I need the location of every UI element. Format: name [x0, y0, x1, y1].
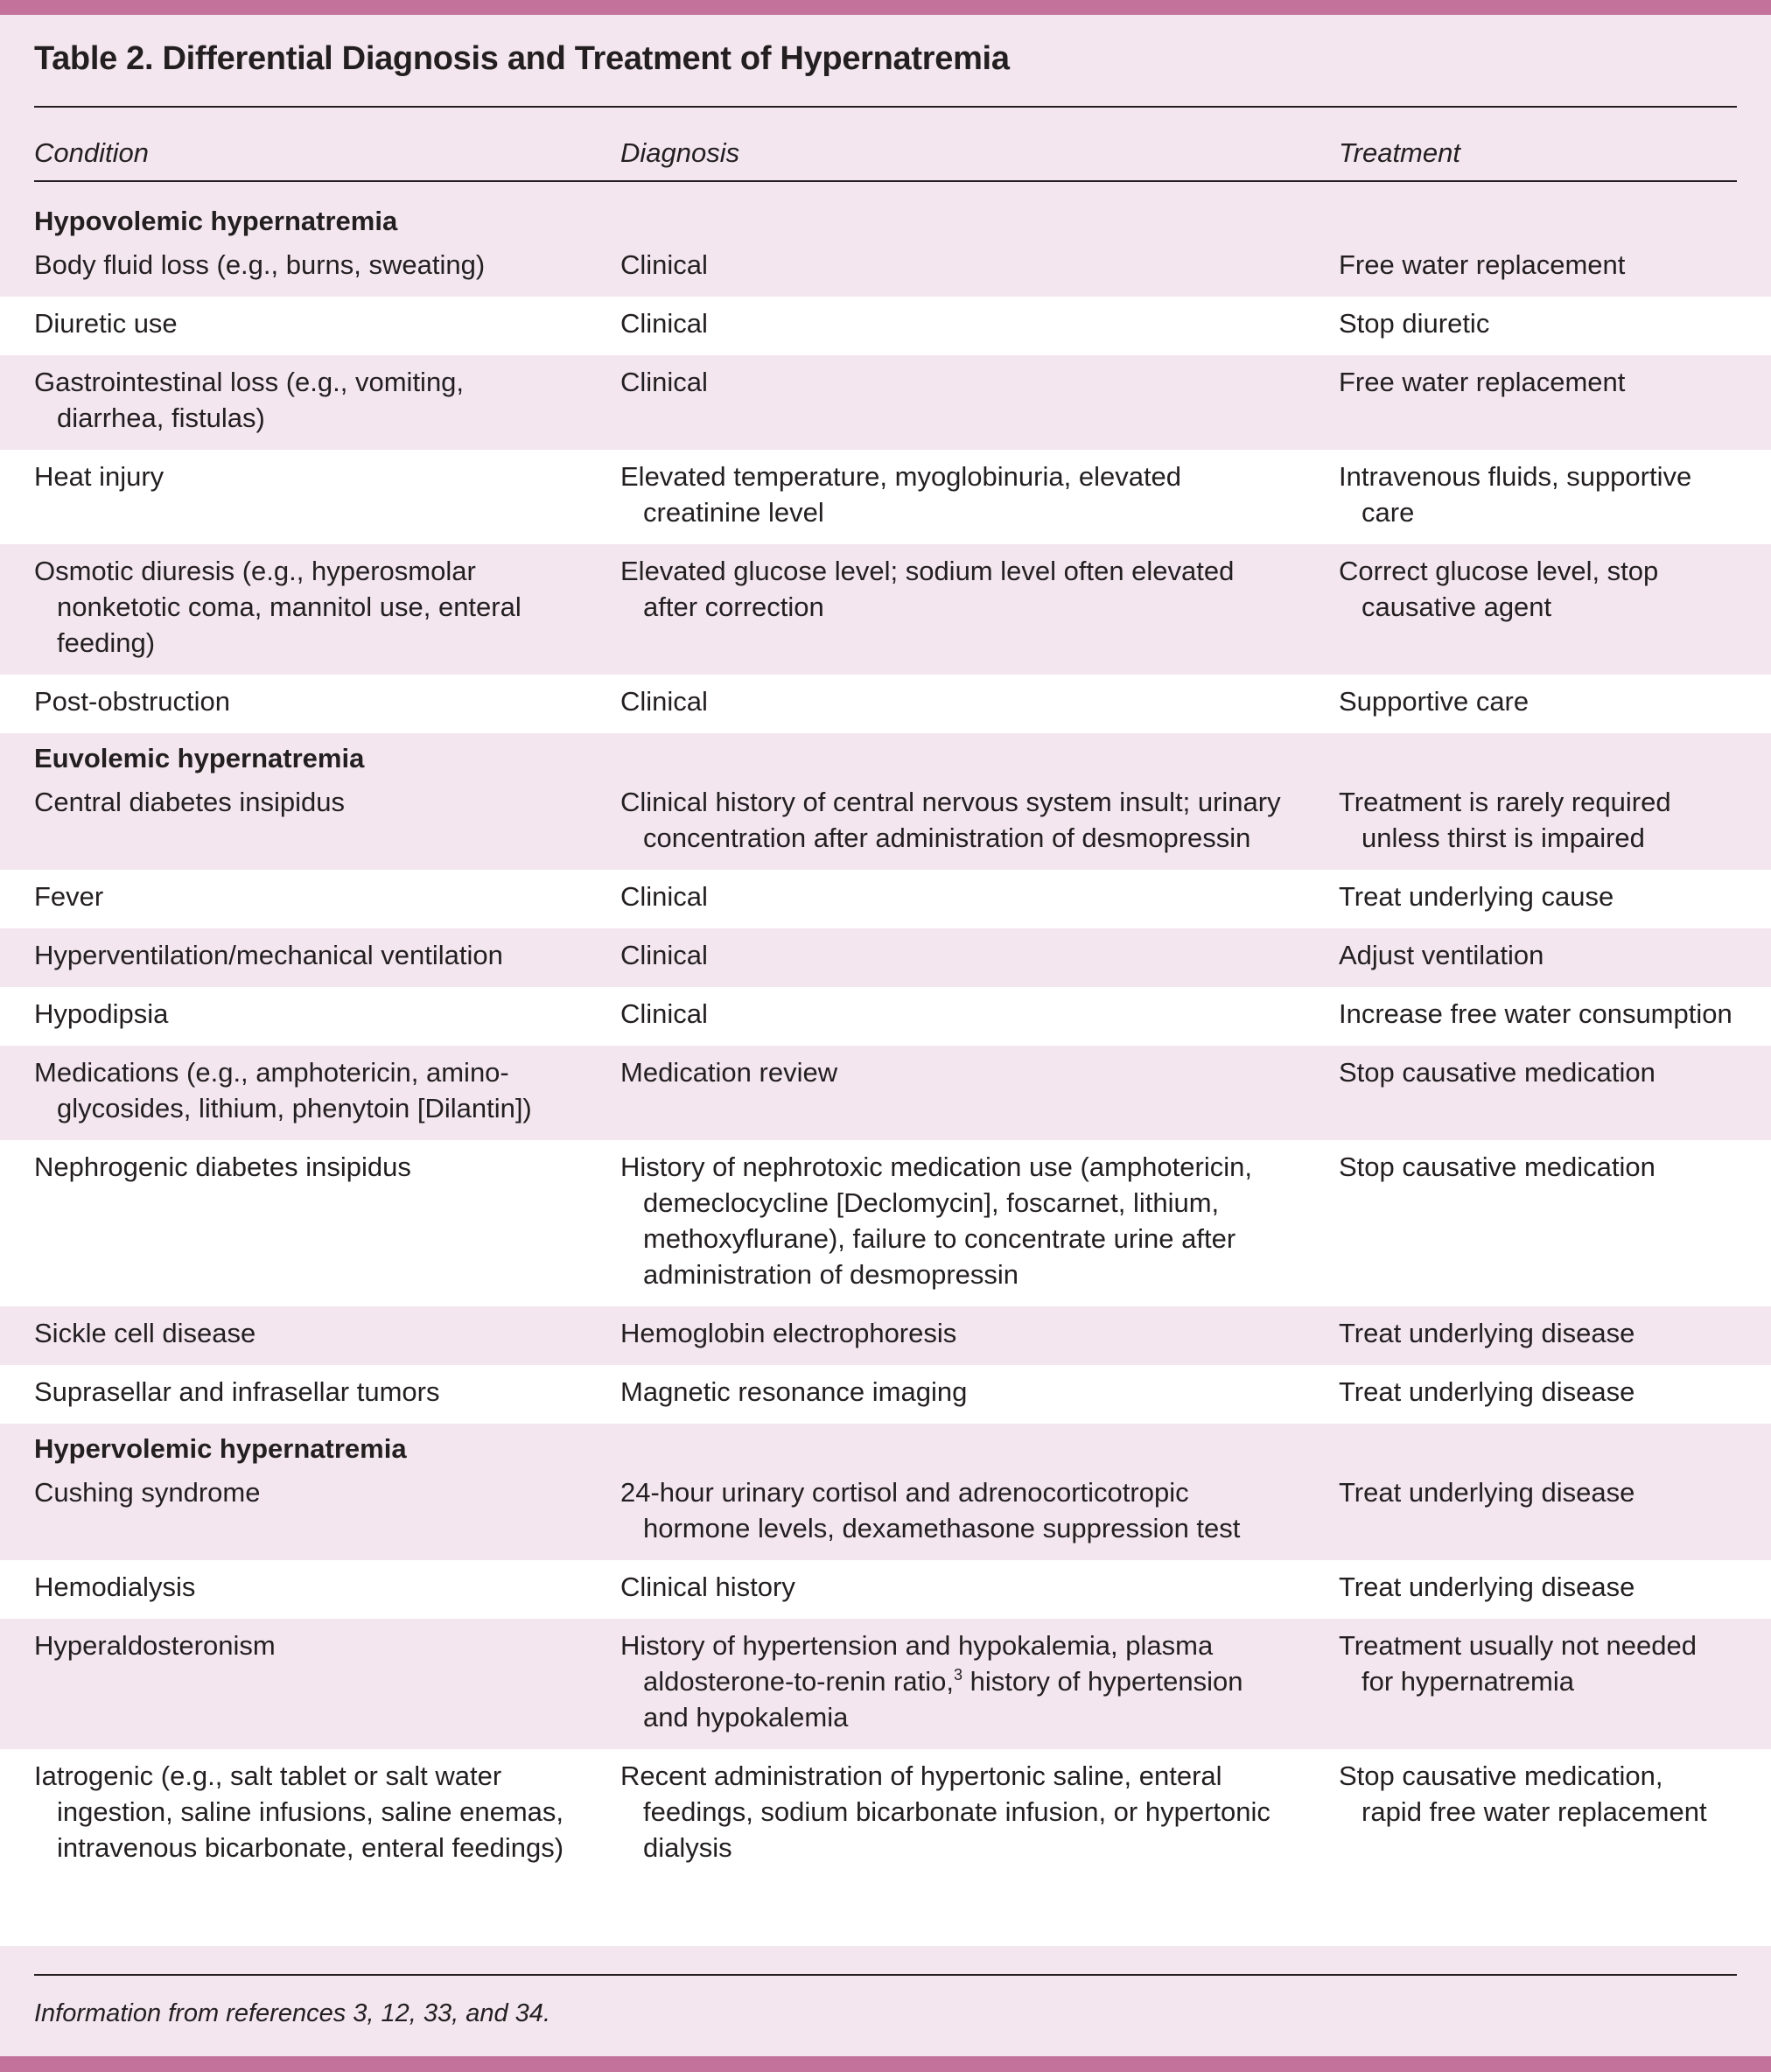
- cell-line: History of nephrotoxic medication use (amphotericin,: [620, 1152, 1252, 1182]
- cell-line: ingestion, saline infusions, saline enemas,: [57, 1796, 564, 1827]
- cell-line: Nephrogenic diabetes insipidus: [34, 1152, 411, 1182]
- condition-cell: [34, 553, 585, 661]
- section-heading: Hypovolemic hypernatremia: [34, 206, 398, 236]
- table-row: [0, 870, 1771, 928]
- treatment-cell: [1339, 1758, 1750, 1830]
- treatment-cell: [1339, 1054, 1750, 1090]
- condition-cell: [34, 784, 585, 820]
- table-row: [0, 733, 1771, 870]
- diagnosis-cell: [620, 1628, 1312, 1735]
- cell-line: Elevated temperature, myoglobinuria, elevated: [620, 461, 1182, 492]
- condition-cell: [34, 305, 585, 341]
- cell-line: Clinical: [620, 940, 708, 970]
- condition-cell: [34, 1628, 585, 1663]
- condition-cell: [34, 878, 585, 914]
- cell-line: demeclocycline [Declomycin], foscarnet, lithium,: [643, 1187, 1220, 1218]
- cell-line: Medications (e.g., amphotericin, amino-: [34, 1057, 509, 1088]
- table-row: [0, 1365, 1771, 1424]
- cell-line: Iatrogenic (e.g., salt tablet or salt water: [34, 1760, 502, 1791]
- cell-line: Hemodialysis: [34, 1572, 196, 1602]
- condition-cell: [34, 1315, 585, 1351]
- condition-cell: [34, 458, 585, 494]
- diagnosis-cell: [620, 553, 1312, 625]
- treatment-cell: [1339, 305, 1750, 341]
- table-row: [0, 1306, 1771, 1365]
- cell-line: Elevated glucose level; sodium level often elevated: [620, 556, 1235, 586]
- condition-cell: [34, 996, 585, 1032]
- treatment-cell: [1339, 458, 1750, 530]
- diagnosis-cell: [620, 683, 1312, 719]
- footnote: Information from references 3, 12, 33, and 34.: [34, 1999, 550, 2027]
- cell-line: after correction: [643, 592, 824, 622]
- cell-line: administration of desmopressin: [643, 1259, 1019, 1290]
- condition-cell: [34, 1374, 585, 1410]
- treatment-cell: [1339, 1474, 1750, 1510]
- table-row: [0, 544, 1771, 675]
- cell-line: Hemoglobin electrophoresis: [620, 1318, 957, 1348]
- column-header-condition: Condition: [34, 137, 149, 168]
- condition-cell: [34, 1758, 585, 1866]
- treatment-cell: [1339, 1149, 1750, 1185]
- treatment-cell: [1339, 784, 1750, 856]
- table-row: [0, 675, 1771, 733]
- diagnosis-cell: [620, 1758, 1312, 1866]
- cell-line: Treat underlying cause: [1339, 881, 1614, 912]
- cell-line: Increase free water consumption: [1339, 998, 1732, 1029]
- cell-line: glycosides, lithium, phenytoin [Dilantin]): [57, 1093, 532, 1124]
- diagnosis-cell: [620, 996, 1312, 1032]
- cell-line: feeding): [57, 627, 156, 658]
- cell-line: Cushing syndrome: [34, 1477, 261, 1508]
- cell-line: Osmotic diuresis (e.g., hyperosmolar: [34, 556, 476, 586]
- condition-cell: [34, 1054, 585, 1126]
- treatment-cell: [1339, 683, 1750, 719]
- condition-cell: [34, 937, 585, 973]
- cell-line: Stop causative medication: [1339, 1152, 1656, 1182]
- cell-line: feedings, sodium bicarbonate infusion, or hypertonic: [643, 1796, 1270, 1827]
- cell-line: Clinical history: [620, 1572, 795, 1602]
- table-row: [0, 1424, 1771, 1560]
- treatment-cell: [1339, 1628, 1750, 1699]
- table-row: [0, 987, 1771, 1046]
- cell-line: Post-obstruction: [34, 686, 230, 717]
- treatment-cell: [1339, 1315, 1750, 1351]
- bottom-accent-bar: [0, 2056, 1771, 2072]
- cell-line: Treat underlying disease: [1339, 1477, 1635, 1508]
- cell-line: Stop causative medication: [1339, 1057, 1656, 1088]
- table-row: [0, 1140, 1771, 1306]
- cell-line: methoxyflurane), failure to concentrate urine after: [643, 1223, 1236, 1254]
- column-header-diagnosis: Diagnosis: [620, 137, 740, 168]
- column-header-treatment: Treatment: [1339, 137, 1460, 168]
- table-row: [0, 297, 1771, 355]
- condition-cell: [34, 247, 585, 283]
- cell-line: unless thirst is impaired: [1362, 822, 1645, 853]
- diagnosis-cell: [620, 784, 1312, 856]
- condition-cell: [34, 1474, 585, 1510]
- cell-line: creatinine level: [643, 497, 824, 528]
- cell-line: and hypokalemia: [643, 1702, 849, 1732]
- cell-line: 24-hour urinary cortisol and adrenocorticotropic: [620, 1477, 1189, 1508]
- cell-line: aldosterone-to-renin ratio,$^3$ history of hypertension: [643, 1666, 1243, 1697]
- cell-line: Free water replacement: [1339, 249, 1626, 280]
- diagnosis-cell: [620, 247, 1312, 283]
- cell-line: Free water replacement: [1339, 367, 1626, 397]
- cell-line: Suprasellar and infrasellar tumors: [34, 1376, 440, 1407]
- section-heading: Hypervolemic hypernatremia: [34, 1433, 407, 1464]
- cell-line: Stop causative medication,: [1339, 1760, 1663, 1791]
- footer-rule: [34, 1974, 1737, 1976]
- cell-line: diarrhea, fistulas): [57, 402, 265, 433]
- diagnosis-cell: [620, 458, 1312, 530]
- cell-line: intravenous bicarbonate, enteral feedings): [57, 1832, 564, 1863]
- cell-line: hormone levels, dexamethasone suppression test: [643, 1513, 1241, 1544]
- diagnosis-cell: [620, 1149, 1312, 1292]
- cell-line: causative agent: [1362, 592, 1552, 622]
- cell-line: Clinical: [620, 367, 708, 397]
- table-row: [0, 1619, 1771, 1749]
- top-accent-bar: [0, 0, 1771, 15]
- table-body: [0, 196, 1771, 1880]
- cell-line: Adjust ventilation: [1339, 940, 1544, 970]
- cell-line: Sickle cell disease: [34, 1318, 256, 1348]
- cell-line: Clinical: [620, 881, 708, 912]
- cell-line: Clinical: [620, 998, 708, 1029]
- table-row: [0, 450, 1771, 544]
- treatment-cell: [1339, 364, 1750, 400]
- table-row: [0, 928, 1771, 987]
- diagnosis-cell: [620, 1054, 1312, 1090]
- cell-line: Stop diuretic: [1339, 308, 1490, 339]
- cell-line: Gastrointestinal loss (e.g., vomiting,: [34, 367, 465, 397]
- diagnosis-cell: [620, 1315, 1312, 1351]
- cell-line: Clinical: [620, 308, 708, 339]
- condition-cell: [34, 364, 585, 436]
- diagnosis-cell: [620, 364, 1312, 400]
- cell-line: Fever: [34, 881, 104, 912]
- table-title: Table 2. Differential Diagnosis and Treatment of Hypernatremia: [34, 40, 1010, 77]
- cell-line: Treat underlying disease: [1339, 1318, 1635, 1348]
- cell-line: Recent administration of hypertonic saline, enteral: [620, 1760, 1222, 1791]
- treatment-cell: [1339, 1569, 1750, 1605]
- cell-line: Treat underlying disease: [1339, 1376, 1635, 1407]
- cell-line: Clinical: [620, 249, 708, 280]
- diagnosis-cell: [620, 1374, 1312, 1410]
- treatment-cell: [1339, 1374, 1750, 1410]
- treatment-cell: [1339, 247, 1750, 283]
- cell-line: Central diabetes insipidus: [34, 787, 345, 817]
- cell-line: for hypernatremia: [1362, 1666, 1574, 1697]
- diagnosis-cell: [620, 878, 1312, 914]
- cell-line: Heat injury: [34, 461, 164, 492]
- treatment-cell: [1339, 878, 1750, 914]
- table-row: [0, 1046, 1771, 1140]
- table-row: [0, 355, 1771, 450]
- cell-line: Medication review: [620, 1057, 838, 1088]
- cell-line: Treatment is rarely required: [1339, 787, 1671, 817]
- condition-cell: [34, 1149, 585, 1185]
- cell-line: Supportive care: [1339, 686, 1530, 717]
- cell-line: History of hypertension and hypokalemia, plasma: [620, 1630, 1214, 1661]
- cell-line: Correct glucose level, stop: [1339, 556, 1659, 586]
- condition-cell: [34, 683, 585, 719]
- cell-line: Hyperventilation/mechanical ventilation: [34, 940, 503, 970]
- cell-line: Treat underlying disease: [1339, 1572, 1635, 1602]
- treatment-cell: [1339, 996, 1750, 1032]
- reference-superscript: 3: [953, 1666, 962, 1684]
- diagnosis-cell: [620, 937, 1312, 973]
- table-row: [0, 1560, 1771, 1619]
- cell-line: Diuretic use: [34, 308, 178, 339]
- cell-line: Magnetic resonance imaging: [620, 1376, 968, 1407]
- section-heading: Euvolemic hypernatremia: [34, 743, 365, 774]
- cell-line: Clinical: [620, 686, 708, 717]
- cell-line: Hypodipsia: [34, 998, 169, 1029]
- treatment-cell: [1339, 553, 1750, 625]
- cell-line: rapid free water replacement: [1362, 1796, 1707, 1827]
- cell-line: concentration after administration of desmopressin: [643, 822, 1251, 853]
- table-row: [0, 1749, 1771, 1880]
- condition-cell: [34, 1569, 585, 1605]
- diagnosis-cell: [620, 1474, 1312, 1546]
- cell-line: Intravenous fluids, supportive: [1339, 461, 1692, 492]
- treatment-cell: [1339, 937, 1750, 973]
- table-row: [0, 196, 1771, 297]
- diagnosis-cell: [620, 305, 1312, 341]
- title-rule: [34, 106, 1737, 108]
- cell-line: Hyperaldosteronism: [34, 1630, 276, 1661]
- cell-line: nonketotic coma, mannitol use, enteral: [57, 592, 522, 622]
- cell-line: Treatment usually not needed: [1339, 1630, 1697, 1661]
- header-rule: [34, 180, 1737, 182]
- cell-line: Clinical history of central nervous system insult; urinary: [620, 787, 1281, 817]
- diagnosis-cell: [620, 1569, 1312, 1605]
- cell-line: care: [1362, 497, 1415, 528]
- cell-line: dialysis: [643, 1832, 732, 1863]
- cell-line: Body fluid loss (e.g., burns, sweating): [34, 249, 486, 280]
